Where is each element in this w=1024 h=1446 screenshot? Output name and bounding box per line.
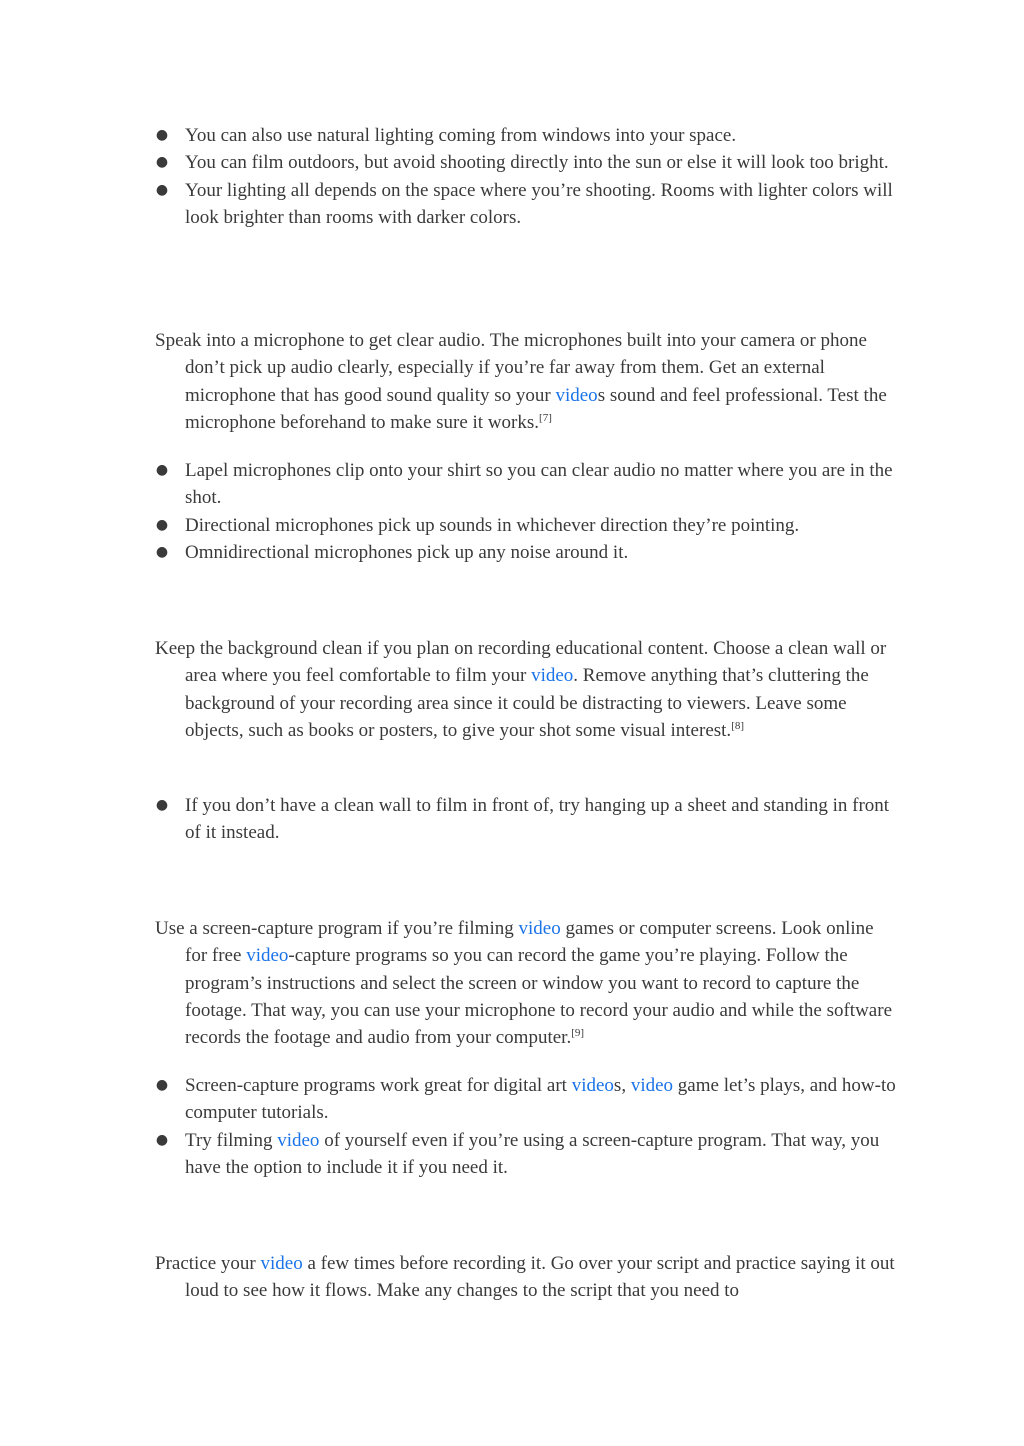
list-item-text: You can also use natural lighting coming from windows into your space. [185, 125, 737, 146]
background-bullet-list [155, 792, 900, 847]
list-item-text: s, [613, 1075, 631, 1096]
practice-section [155, 1250, 900, 1305]
video-link[interactable]: video [518, 918, 561, 939]
list-item [155, 457, 900, 512]
reference-8[interactable]: [8] [731, 719, 745, 732]
background-section [155, 635, 900, 744]
reference-7[interactable]: [7] [539, 411, 552, 424]
bullet-icon: ● [155, 1077, 169, 1093]
reference-9[interactable]: [9] [571, 1027, 585, 1040]
capture-paragraph [155, 915, 900, 1051]
bullet-icon: ● [155, 462, 169, 478]
list-item-text: of yourself even if you’re using a screen-capture program. That way, you have the option to include it if you need it. [185, 1129, 880, 1178]
list-item-text: Try filming [185, 1129, 278, 1151]
lighting-bullet-list-block [155, 122, 900, 231]
video-link[interactable]: video [277, 1129, 320, 1151]
list-item-text: You can film outdoors, but avoid shooting directly into the sun or else it will look too bright. [185, 152, 889, 174]
paragraph-text: -capture programs so you can record the game you’re playing. Follow the program’s instructions and select the screen or window you want to record to capture the footage. That way, you can use your microphone to record your audio and while the software records the footage and audio from your computer. [185, 945, 892, 1049]
list-item [155, 512, 900, 539]
lighting-bullet-list [155, 122, 900, 231]
paragraph-text: s sound and feel professional. Test the microphone beforehand to make sure it works. [185, 384, 887, 433]
bullet-icon: ● [155, 516, 169, 533]
audio-section [155, 327, 900, 436]
list-item-text: Screen-capture programs work great for digital art [185, 1075, 572, 1096]
capture-bullet-list [155, 1072, 900, 1181]
paragraph-text: Practice your [155, 1253, 261, 1274]
paragraph-text: games or computer screens. Look online for free [185, 918, 874, 967]
list-item-text: Your lighting all depends on the space where you’re shooting. Rooms with lighter colors will look brighter than rooms with darker colors. [185, 179, 893, 228]
paragraph-text: . Remove anything that’s cluttering the background of your recording area since it could be distracting to viewers. Leave some objects, such as books or posters, to give your shot some visual interest. [185, 665, 869, 741]
bullet-icon: ● [155, 1131, 169, 1148]
background-bullet-list-block [155, 792, 900, 847]
background-paragraph [155, 635, 900, 744]
video-link[interactable]: video [555, 384, 598, 406]
list-item [155, 122, 900, 149]
bullet-icon: ● [155, 797, 169, 813]
bullet-icon: ● [155, 127, 169, 143]
paragraph-text: a few times before recording it. Go over your script and practice saying it out loud to see how it flows. Make any changes to the script that you need to [185, 1253, 895, 1302]
list-item-text: Directional microphones pick up sounds in whichever direction they’re pointing. [185, 514, 800, 536]
list-item [155, 539, 900, 566]
video-link[interactable]: video [531, 665, 574, 687]
video-link[interactable]: video [630, 1075, 674, 1096]
list-item [155, 177, 900, 232]
capture-bullet-list-block [155, 1072, 900, 1181]
practice-paragraph [155, 1250, 900, 1305]
list-item [155, 1072, 900, 1127]
list-item [155, 792, 900, 847]
list-item-text: If you don’t have a clean wall to film in front of, try hanging up a sheet and standing in front of it instead. [185, 795, 890, 844]
list-item [155, 1127, 900, 1182]
paragraph-text: Keep the background clean if you plan on recording educational content. Choose a clean wall or area where you feel comfortable to film your [155, 638, 887, 687]
capture-section [155, 915, 900, 1051]
list-item-text: game let’s plays, and how-to computer tutorials. [185, 1075, 896, 1124]
audio-paragraph [155, 327, 900, 436]
paragraph-text: Use a screen-capture program if you’re filming [155, 918, 519, 939]
list-item [155, 149, 900, 176]
bullet-icon: ● [155, 181, 169, 198]
video-link[interactable]: video [246, 945, 289, 967]
video-link[interactable]: video [260, 1253, 303, 1274]
bullet-icon: ● [155, 154, 169, 171]
list-item-text: Lapel microphones clip onto your shirt so you can clear audio no matter where you are in the shot. [185, 460, 893, 509]
video-link[interactable]: video [571, 1075, 614, 1096]
list-item-text: Omnidirectional microphones pick up any noise around it. [185, 541, 629, 563]
paragraph-text: Speak into a microphone to get clear audio. The microphones built into your camera or phone don’t pick up audio clearly, especially if you’re far away from them. Get an external microphone that has good sound quality so your [155, 330, 867, 406]
bullet-icon: ● [155, 543, 169, 560]
audio-bullet-list [155, 457, 900, 566]
audio-bullet-list-block [155, 457, 900, 566]
